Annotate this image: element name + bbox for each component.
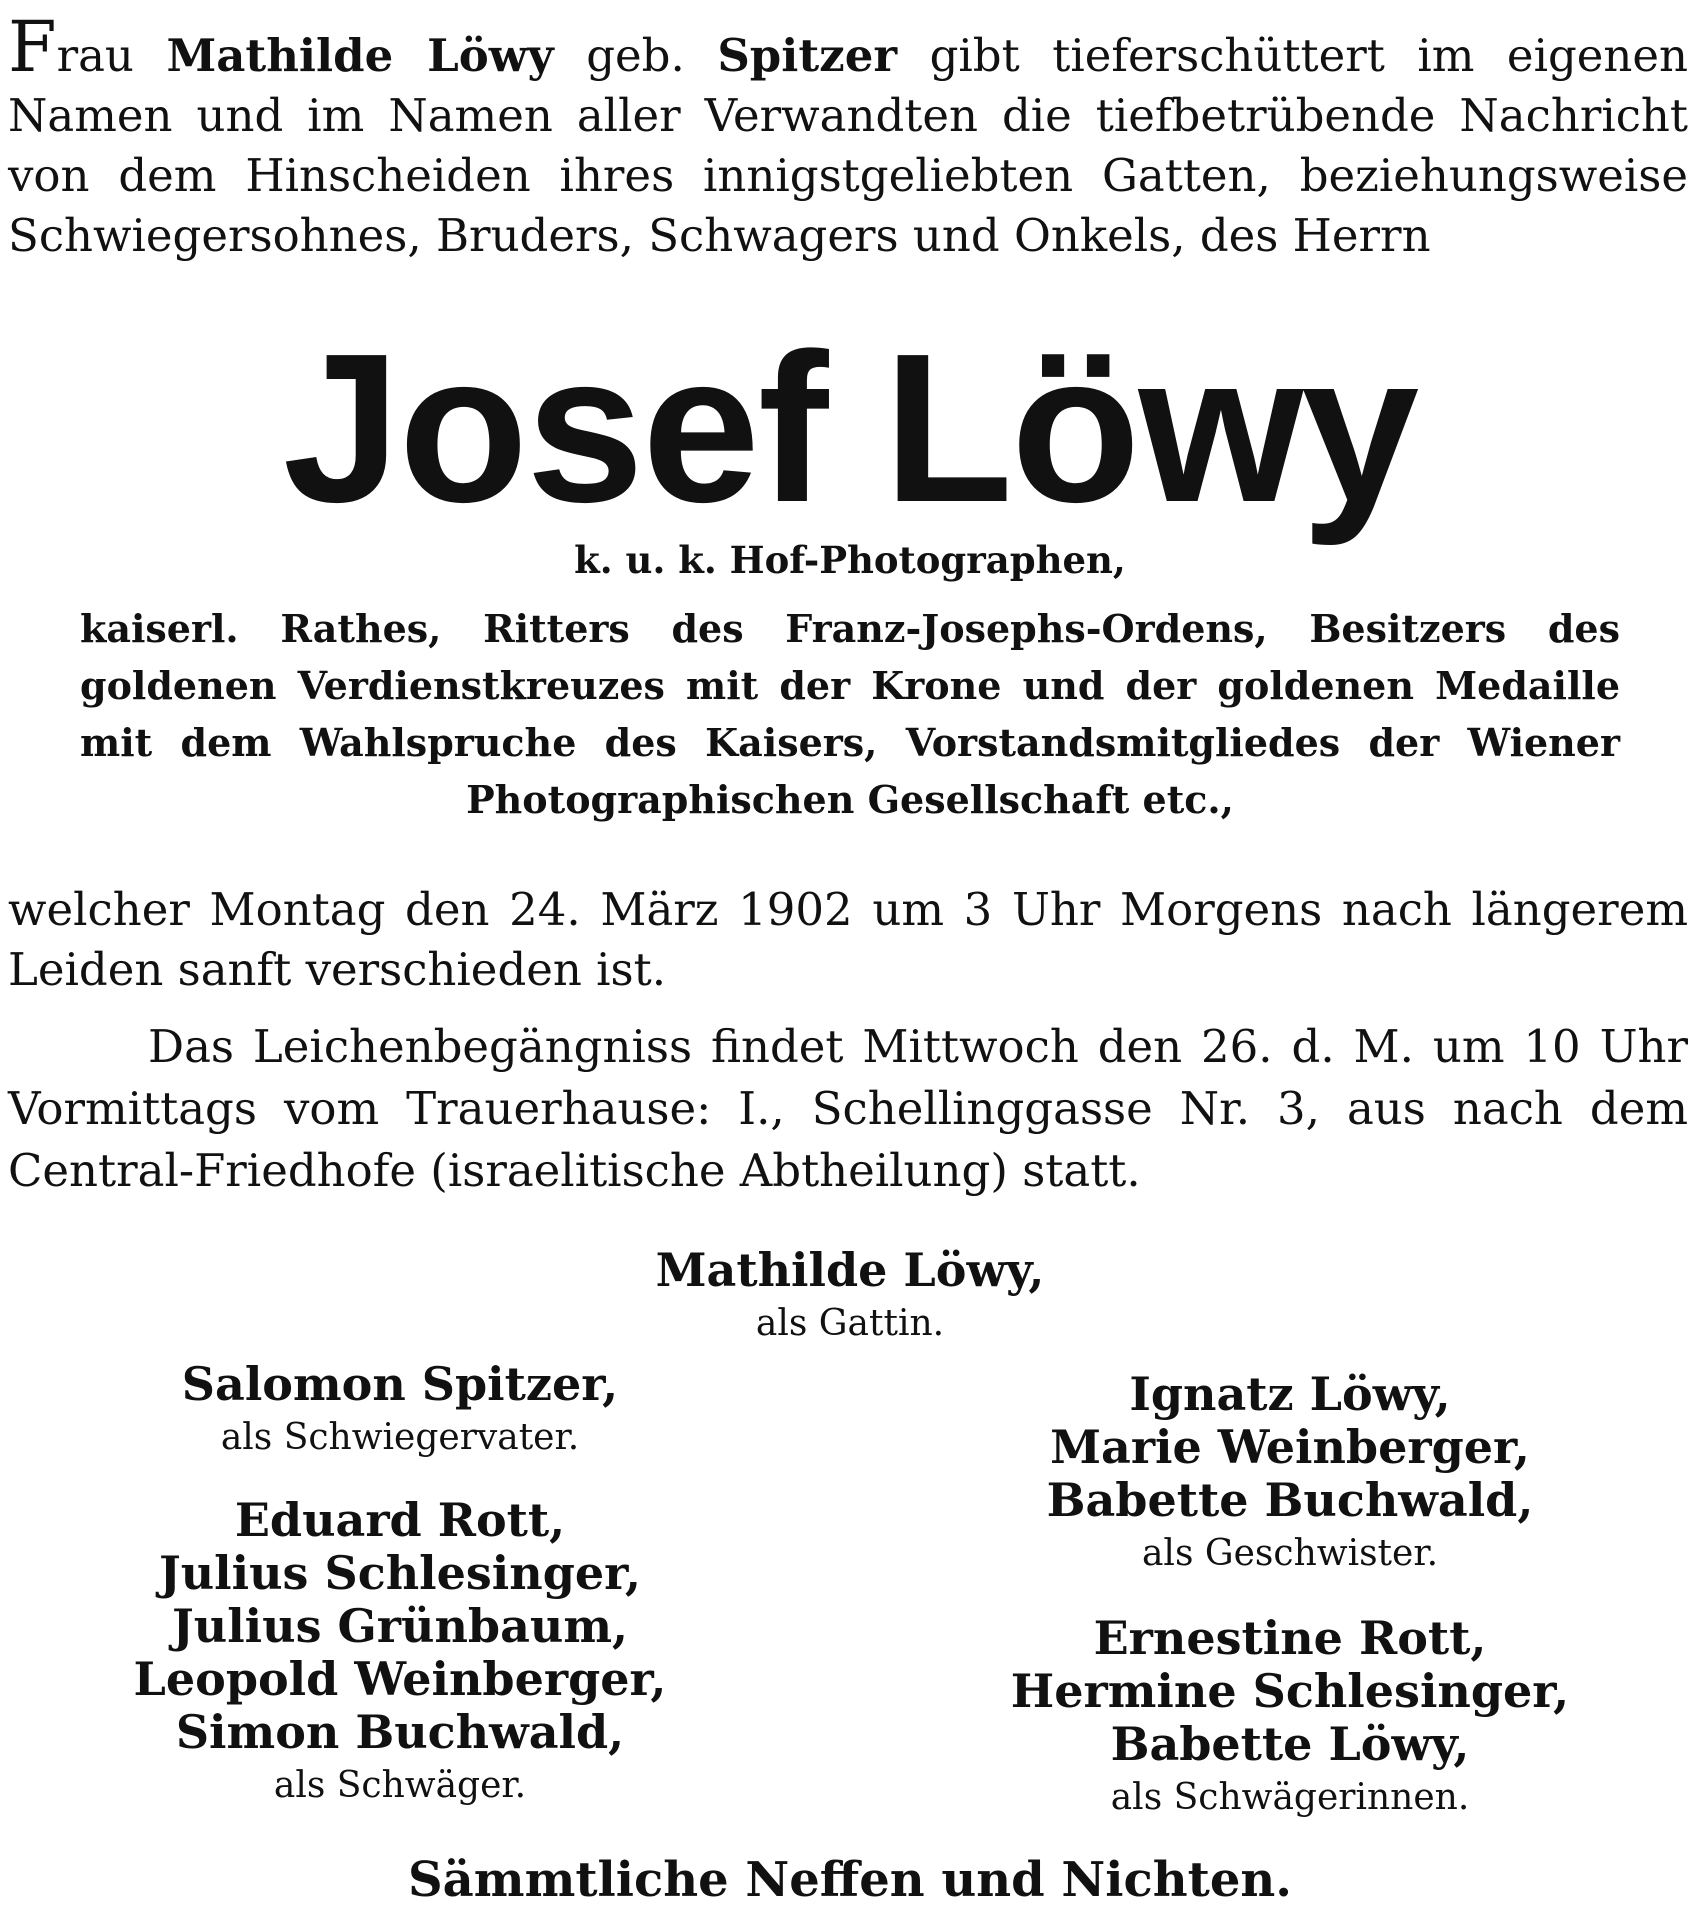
mourner-name: Ernestine Rott, bbox=[1093, 1611, 1487, 1665]
death-notice: welcher Montag den 24. März 1902 um 3 Uhr Morgens nach längerem Leiden sanft verschieden ist. bbox=[8, 883, 1688, 996]
mourner-siblings bbox=[900, 1368, 1680, 1581]
mourner-name: Ignatz Löwy, bbox=[1129, 1367, 1451, 1421]
geb-label: geb. bbox=[586, 29, 685, 82]
widow-name: Mathilde Löwy bbox=[166, 29, 554, 82]
mourner-name: Babette Buchwald, bbox=[1046, 1473, 1534, 1527]
mourner-name: Mathilde Löwy, bbox=[655, 1243, 1045, 1297]
mourner-brothers-in-law bbox=[20, 1494, 780, 1813]
deceased-title: k. u. k. Hof-Photographen, bbox=[574, 538, 1126, 582]
mourner-relation: als Schwägerinnen. bbox=[1110, 1777, 1470, 1818]
deceased-name: Josef Löwy bbox=[282, 309, 1418, 546]
mourner-name: Julius Schlesinger, bbox=[158, 1546, 642, 1600]
mourner-sisters-in-law bbox=[900, 1612, 1680, 1825]
mourner-widow bbox=[450, 1244, 1250, 1351]
mourner-relation: als Geschwister. bbox=[1141, 1533, 1439, 1574]
maiden-name: Spitzer bbox=[717, 29, 898, 82]
deceased-honors: kaiserl. Rathes, Ritters des Franz-Josephs-Ordens, Besitzers des goldenen Verdienstkreuzes mit der Krone und der goldenen Medaille mit dem Wahlspruche des Kaisers, Vorstandsmitgliedes der Wiener Photographischen Gesellschaft etc., bbox=[80, 606, 1620, 822]
funeral-notice: Das Leichenbegängniss findet Mittwoch den 26. d. M. um 10 Uhr Vormittags vom Trauerhause: I., Schellinggasse Nr. 3, aus nach dem Central-Friedhofe (israelitische Abtheilung) statt. bbox=[8, 1020, 1688, 1197]
mourner-name: Babette Löwy, bbox=[1110, 1717, 1470, 1771]
mourner-relation: als Gattin. bbox=[755, 1303, 945, 1344]
closing-line: Sämmtliche Neffen und Nichten. bbox=[408, 1852, 1292, 1908]
mourner-name: Leopold Weinberger, bbox=[133, 1652, 667, 1706]
intro-text: gibt tieferschüttert im eigenen Namen und im Namen aller Verwandten die tiefbetrübende Nachricht von dem Hinscheiden ihres innigstgeliebten Gatten, beziehungsweise Schwiegersohnes, Bruders, Schwagers und Onkels, des Herrn bbox=[8, 29, 1688, 262]
mourner-father-in-law bbox=[20, 1358, 780, 1465]
mourner-name: Simon Buchwald, bbox=[175, 1705, 625, 1759]
drop-letter: F bbox=[8, 6, 57, 88]
mourner-relation: als Schwiegervater. bbox=[220, 1417, 580, 1458]
mourner-name: Eduard Rott, bbox=[234, 1493, 566, 1547]
mourner-name: Marie Weinberger, bbox=[1050, 1420, 1530, 1474]
intro-paragraph bbox=[8, 6, 1688, 266]
mourner-name: Salomon Spitzer, bbox=[181, 1357, 619, 1411]
mourner-name: Hermine Schlesinger, bbox=[1010, 1664, 1570, 1718]
mourner-name: Julius Grünbaum, bbox=[171, 1599, 629, 1653]
intro-rest: rau bbox=[56, 29, 134, 82]
mourner-relation: als Schwäger. bbox=[273, 1765, 527, 1806]
